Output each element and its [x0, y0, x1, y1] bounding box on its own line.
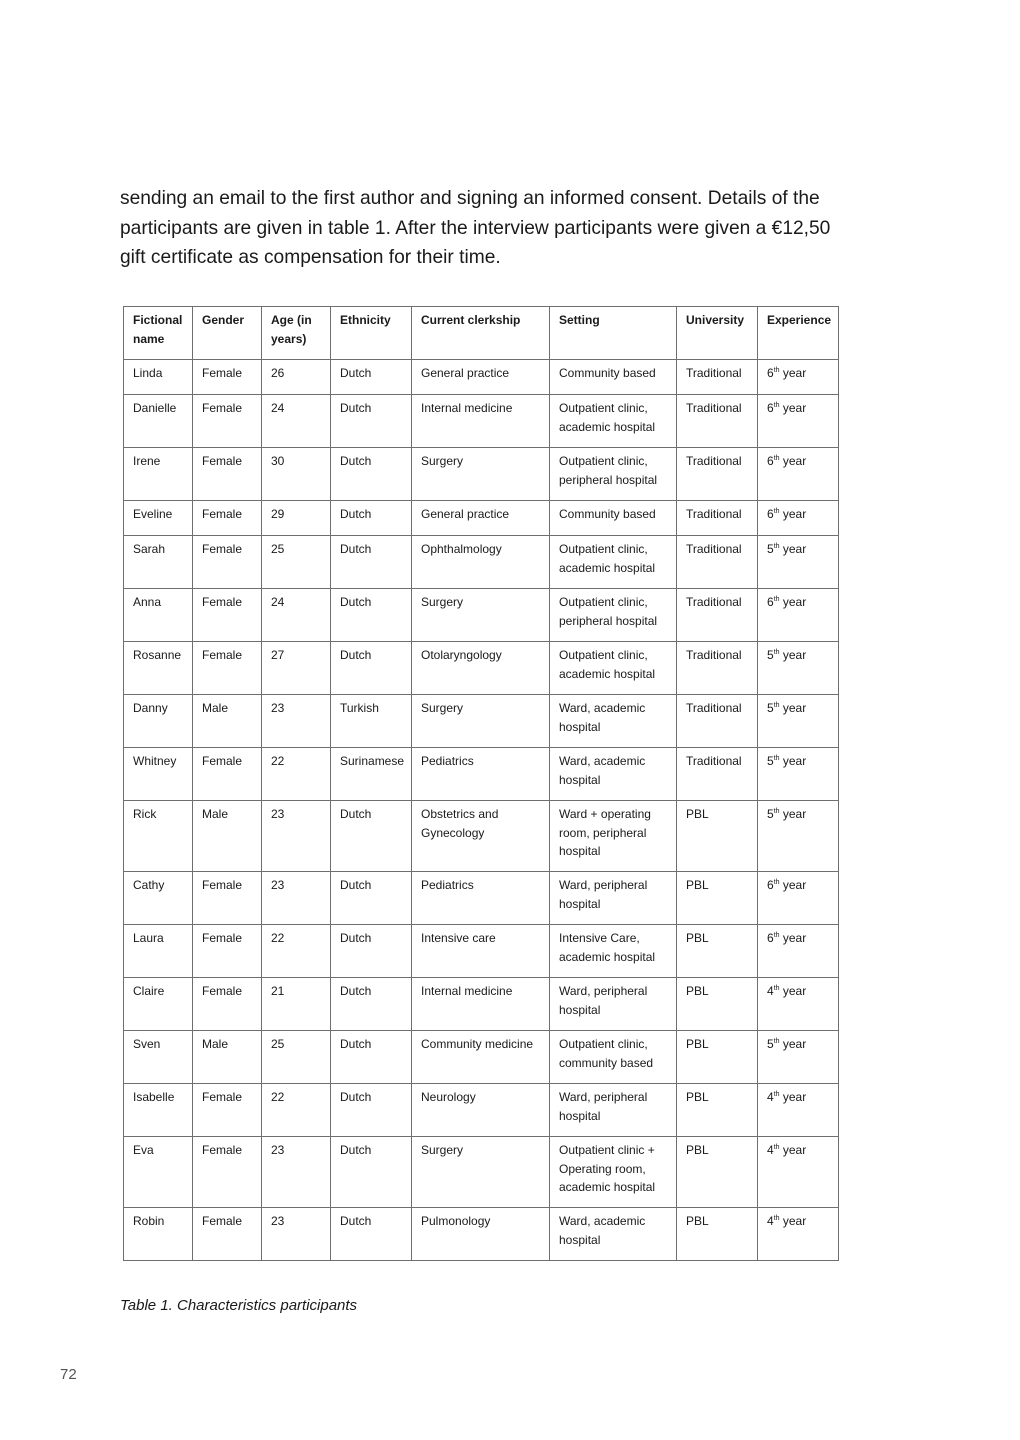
- experience-ordinal-suffix: th: [773, 1091, 780, 1098]
- experience-number: 5: [767, 1037, 774, 1051]
- cell-age: 23: [262, 872, 331, 925]
- experience-number: 6: [767, 878, 774, 892]
- cell-fictional-name: Sarah: [124, 536, 193, 589]
- experience-number: 6: [767, 507, 774, 521]
- experience-number: 6: [767, 454, 774, 468]
- experience-ordinal-suffix: th: [773, 1215, 780, 1222]
- cell-experience: [758, 695, 839, 748]
- cell-university: PBL: [677, 801, 758, 872]
- experience-unit: year: [779, 1143, 807, 1157]
- cell-ethnicity: Dutch: [331, 872, 412, 925]
- experience-unit: year: [779, 542, 807, 556]
- cell-experience: [758, 801, 839, 872]
- cell-experience: [758, 536, 839, 589]
- cell-ethnicity: Dutch: [331, 536, 412, 589]
- cell-fictional-name: Irene: [124, 448, 193, 501]
- cell-age: 23: [262, 695, 331, 748]
- header-current-clerkship: Current clerkship: [412, 307, 550, 360]
- cell-age: 24: [262, 589, 331, 642]
- header-university: University: [677, 307, 758, 360]
- table-row: [124, 1084, 839, 1137]
- cell-gender: Female: [193, 978, 262, 1031]
- cell-ethnicity: Dutch: [331, 589, 412, 642]
- cell-fictional-name: Linda: [124, 360, 193, 395]
- table-row: [124, 925, 839, 978]
- cell-experience: [758, 978, 839, 1031]
- cell-gender: Male: [193, 695, 262, 748]
- cell-experience: [758, 1084, 839, 1137]
- experience-ordinal-suffix: th: [773, 455, 780, 462]
- cell-gender: Female: [193, 748, 262, 801]
- table-row: [124, 801, 839, 872]
- cell-fictional-name: Cathy: [124, 872, 193, 925]
- cell-ethnicity: Dutch: [331, 448, 412, 501]
- cell-current-clerkship: Obstetrics and Gynecology: [412, 801, 550, 872]
- cell-fictional-name: Claire: [124, 978, 193, 1031]
- cell-age: 23: [262, 801, 331, 872]
- cell-setting: Intensive Care, academic hospital: [550, 925, 677, 978]
- cell-age: 21: [262, 978, 331, 1031]
- experience-number: 6: [767, 931, 774, 945]
- cell-ethnicity: Dutch: [331, 1208, 412, 1261]
- cell-fictional-name: Sven: [124, 1031, 193, 1084]
- cell-ethnicity: Dutch: [331, 925, 412, 978]
- cell-current-clerkship: Intensive care: [412, 925, 550, 978]
- cell-fictional-name: Laura: [124, 925, 193, 978]
- experience-ordinal-suffix: th: [773, 1144, 780, 1151]
- table-row: [124, 1031, 839, 1084]
- table-row: [124, 395, 839, 448]
- cell-setting: Ward + operating room, peripheral hospital: [550, 801, 677, 872]
- experience-number: 6: [767, 401, 774, 415]
- experience-number: 4: [767, 984, 774, 998]
- cell-age: 27: [262, 642, 331, 695]
- experience-ordinal-suffix: th: [773, 1038, 780, 1045]
- experience-unit: year: [779, 984, 807, 998]
- experience-ordinal-suffix: th: [773, 808, 780, 815]
- experience-unit: year: [779, 595, 807, 609]
- cell-current-clerkship: Surgery: [412, 1137, 550, 1208]
- cell-current-clerkship: General practice: [412, 501, 550, 536]
- cell-university: PBL: [677, 1084, 758, 1137]
- experience-unit: year: [779, 507, 807, 521]
- cell-experience: [758, 395, 839, 448]
- cell-age: 22: [262, 925, 331, 978]
- experience-number: 4: [767, 1214, 774, 1228]
- experience-ordinal-suffix: th: [773, 367, 780, 374]
- experience-number: 5: [767, 542, 774, 556]
- cell-gender: Female: [193, 925, 262, 978]
- cell-gender: Male: [193, 801, 262, 872]
- cell-university: Traditional: [677, 448, 758, 501]
- cell-university: Traditional: [677, 642, 758, 695]
- experience-number: 5: [767, 701, 774, 715]
- cell-university: Traditional: [677, 501, 758, 536]
- cell-experience: [758, 360, 839, 395]
- cell-university: Traditional: [677, 360, 758, 395]
- cell-experience: [758, 872, 839, 925]
- header-fictional-name: Fictional name: [124, 307, 193, 360]
- cell-fictional-name: Danny: [124, 695, 193, 748]
- cell-experience: [758, 1031, 839, 1084]
- experience-ordinal-suffix: th: [773, 879, 780, 886]
- cell-university: PBL: [677, 1208, 758, 1261]
- experience-number: 4: [767, 1143, 774, 1157]
- cell-current-clerkship: Surgery: [412, 448, 550, 501]
- cell-ethnicity: Dutch: [331, 1137, 412, 1208]
- experience-ordinal-suffix: th: [773, 702, 780, 709]
- cell-gender: Female: [193, 448, 262, 501]
- cell-experience: [758, 589, 839, 642]
- cell-setting: Outpatient clinic, academic hospital: [550, 536, 677, 589]
- cell-ethnicity: Dutch: [331, 978, 412, 1031]
- cell-experience: [758, 1137, 839, 1208]
- cell-fictional-name: Whitney: [124, 748, 193, 801]
- cell-gender: Female: [193, 1208, 262, 1261]
- cell-fictional-name: Isabelle: [124, 1084, 193, 1137]
- cell-gender: Female: [193, 536, 262, 589]
- table-row: [124, 872, 839, 925]
- cell-ethnicity: Dutch: [331, 801, 412, 872]
- cell-university: Traditional: [677, 589, 758, 642]
- experience-unit: year: [779, 754, 807, 768]
- table-row: [124, 360, 839, 395]
- cell-gender: Female: [193, 872, 262, 925]
- table-row: [124, 501, 839, 536]
- cell-setting: Ward, peripheral hospital: [550, 1084, 677, 1137]
- table-row: [124, 642, 839, 695]
- cell-setting: Ward, peripheral hospital: [550, 978, 677, 1031]
- page-number: 72: [60, 1366, 77, 1383]
- cell-current-clerkship: Internal medicine: [412, 978, 550, 1031]
- experience-ordinal-suffix: th: [773, 543, 780, 550]
- cell-gender: Female: [193, 501, 262, 536]
- experience-unit: year: [779, 1090, 807, 1104]
- cell-ethnicity: Dutch: [331, 642, 412, 695]
- cell-age: 22: [262, 1084, 331, 1137]
- experience-unit: year: [779, 1214, 807, 1228]
- cell-setting: Community based: [550, 360, 677, 395]
- cell-gender: Female: [193, 1084, 262, 1137]
- cell-current-clerkship: Community medicine: [412, 1031, 550, 1084]
- header-age: Age (in years): [262, 307, 331, 360]
- cell-setting: Ward, academic hospital: [550, 748, 677, 801]
- cell-setting: Outpatient clinic, peripheral hospital: [550, 589, 677, 642]
- experience-unit: year: [779, 878, 807, 892]
- header-gender: Gender: [193, 307, 262, 360]
- cell-current-clerkship: Pulmonology: [412, 1208, 550, 1261]
- cell-university: PBL: [677, 1137, 758, 1208]
- cell-ethnicity: Dutch: [331, 1031, 412, 1084]
- experience-unit: year: [779, 401, 807, 415]
- cell-current-clerkship: General practice: [412, 360, 550, 395]
- cell-setting: Outpatient clinic, community based: [550, 1031, 677, 1084]
- table-row: [124, 978, 839, 1031]
- cell-gender: Female: [193, 642, 262, 695]
- experience-unit: year: [779, 701, 807, 715]
- table-row: [124, 695, 839, 748]
- cell-university: Traditional: [677, 748, 758, 801]
- experience-ordinal-suffix: th: [773, 985, 780, 992]
- cell-ethnicity: Dutch: [331, 360, 412, 395]
- cell-fictional-name: Eveline: [124, 501, 193, 536]
- cell-fictional-name: Rick: [124, 801, 193, 872]
- experience-number: 5: [767, 754, 774, 768]
- experience-number: 6: [767, 366, 774, 380]
- cell-current-clerkship: Pediatrics: [412, 872, 550, 925]
- cell-fictional-name: Robin: [124, 1208, 193, 1261]
- cell-ethnicity: Turkish: [331, 695, 412, 748]
- experience-ordinal-suffix: th: [773, 596, 780, 603]
- cell-setting: Outpatient clinic, peripheral hospital: [550, 448, 677, 501]
- cell-university: Traditional: [677, 695, 758, 748]
- cell-age: 23: [262, 1137, 331, 1208]
- cell-ethnicity: Dutch: [331, 501, 412, 536]
- cell-current-clerkship: Surgery: [412, 695, 550, 748]
- experience-ordinal-suffix: th: [773, 508, 780, 515]
- experience-number: 5: [767, 648, 774, 662]
- cell-age: 23: [262, 1208, 331, 1261]
- cell-university: PBL: [677, 872, 758, 925]
- cell-ethnicity: Surinamese: [331, 748, 412, 801]
- cell-fictional-name: Danielle: [124, 395, 193, 448]
- cell-age: 25: [262, 1031, 331, 1084]
- cell-current-clerkship: Surgery: [412, 589, 550, 642]
- cell-gender: Male: [193, 1031, 262, 1084]
- cell-current-clerkship: Internal medicine: [412, 395, 550, 448]
- table-row: [124, 748, 839, 801]
- cell-age: 25: [262, 536, 331, 589]
- cell-setting: Ward, academic hospital: [550, 1208, 677, 1261]
- cell-fictional-name: Anna: [124, 589, 193, 642]
- header-setting: Setting: [550, 307, 677, 360]
- cell-experience: [758, 748, 839, 801]
- cell-gender: Female: [193, 589, 262, 642]
- table-row: [124, 589, 839, 642]
- cell-setting: Ward, peripheral hospital: [550, 872, 677, 925]
- experience-number: 5: [767, 807, 774, 821]
- header-experience: Experience: [758, 307, 839, 360]
- experience-unit: year: [779, 454, 807, 468]
- cell-age: 26: [262, 360, 331, 395]
- cell-setting: Outpatient clinic + Operating room, academic hospital: [550, 1137, 677, 1208]
- intro-paragraph: sending an email to the first author and signing an informed consent. Details of the participants are given in table 1. After the interview participants were given a €12,50 gift certificate as compensation for their time.: [120, 188, 831, 268]
- experience-number: 4: [767, 1090, 774, 1104]
- table-row: [124, 1137, 839, 1208]
- cell-experience: [758, 501, 839, 536]
- cell-gender: Female: [193, 1137, 262, 1208]
- experience-number: 6: [767, 595, 774, 609]
- cell-setting: Outpatient clinic, academic hospital: [550, 395, 677, 448]
- experience-ordinal-suffix: th: [773, 649, 780, 656]
- table-row: [124, 1208, 839, 1261]
- table-caption: Table 1. Characteristics participants: [120, 1297, 358, 1314]
- cell-university: PBL: [677, 1031, 758, 1084]
- cell-experience: [758, 1208, 839, 1261]
- experience-unit: year: [779, 807, 807, 821]
- cell-setting: Ward, academic hospital: [550, 695, 677, 748]
- cell-current-clerkship: Ophthalmology: [412, 536, 550, 589]
- participants-table: [123, 306, 839, 1261]
- cell-age: 24: [262, 395, 331, 448]
- cell-ethnicity: Dutch: [331, 395, 412, 448]
- cell-setting: Outpatient clinic, academic hospital: [550, 642, 677, 695]
- experience-unit: year: [779, 931, 807, 945]
- cell-experience: [758, 448, 839, 501]
- table-row: [124, 448, 839, 501]
- cell-experience: [758, 642, 839, 695]
- cell-age: 30: [262, 448, 331, 501]
- cell-gender: Female: [193, 360, 262, 395]
- cell-current-clerkship: Pediatrics: [412, 748, 550, 801]
- cell-university: PBL: [677, 925, 758, 978]
- cell-fictional-name: Eva: [124, 1137, 193, 1208]
- experience-ordinal-suffix: th: [773, 402, 780, 409]
- table-header-row: [124, 307, 839, 360]
- experience-unit: year: [779, 648, 807, 662]
- cell-setting: Community based: [550, 501, 677, 536]
- cell-gender: Female: [193, 395, 262, 448]
- cell-university: Traditional: [677, 536, 758, 589]
- cell-age: 22: [262, 748, 331, 801]
- cell-fictional-name: Rosanne: [124, 642, 193, 695]
- experience-unit: year: [779, 366, 807, 380]
- experience-unit: year: [779, 1037, 807, 1051]
- cell-university: PBL: [677, 978, 758, 1031]
- cell-age: 29: [262, 501, 331, 536]
- cell-experience: [758, 925, 839, 978]
- experience-ordinal-suffix: th: [773, 755, 780, 762]
- cell-current-clerkship: Otolaryngology: [412, 642, 550, 695]
- cell-ethnicity: Dutch: [331, 1084, 412, 1137]
- cell-university: Traditional: [677, 395, 758, 448]
- cell-current-clerkship: Neurology: [412, 1084, 550, 1137]
- table-row: [124, 536, 839, 589]
- experience-ordinal-suffix: th: [773, 932, 780, 939]
- header-ethnicity: Ethnicity: [331, 307, 412, 360]
